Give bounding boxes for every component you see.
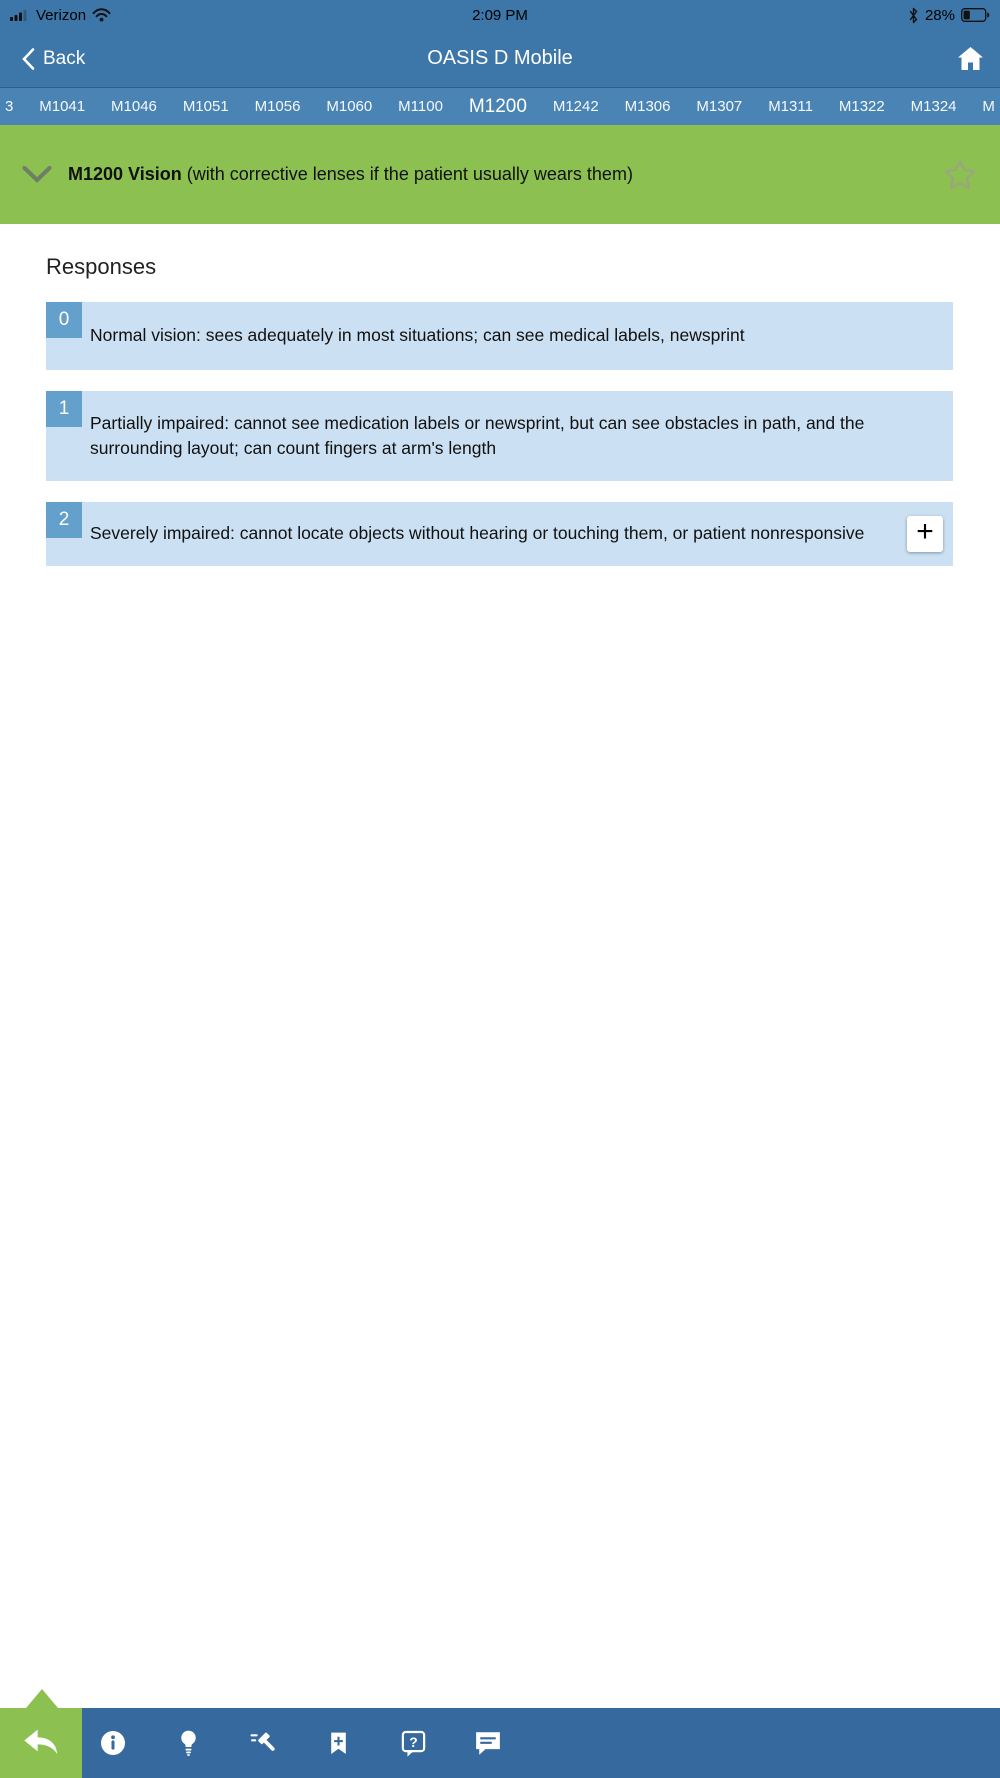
response-option-2[interactable]: [46, 502, 953, 566]
collapse-button[interactable]: [22, 166, 52, 183]
help-button[interactable]: [398, 1725, 428, 1761]
nav-bar: [0, 30, 1000, 87]
svg-text:?: ?: [408, 1733, 418, 1750]
toolbar-notch: [26, 1689, 58, 1708]
tab-m1324[interactable]: M1324: [910, 98, 957, 115]
signal-icon: [10, 9, 30, 21]
clock: 2:09 PM: [472, 6, 528, 24]
tab-m1307[interactable]: M1307: [696, 98, 743, 115]
tab-m1100[interactable]: M1100: [398, 98, 443, 115]
response-value-badge: 0: [46, 302, 82, 338]
tab-m1060[interactable]: M1060: [326, 98, 373, 115]
page-title: OASIS D Mobile: [427, 47, 573, 69]
tab-m1306[interactable]: M1306: [624, 98, 671, 115]
toolbar-icons: [98, 1725, 503, 1761]
help-icon: [399, 1728, 428, 1759]
bookmark-add-icon: [326, 1728, 351, 1758]
tab-m1056[interactable]: M1056: [254, 98, 301, 115]
carrier-label: Verizon: [36, 6, 87, 24]
regulations-button[interactable]: [248, 1725, 278, 1761]
gavel-icon: [248, 1728, 278, 1759]
back-chevron-icon: [22, 48, 35, 70]
status-left-cluster: [10, 7, 111, 24]
response-value-badge: 1: [46, 391, 82, 427]
chat-button[interactable]: [473, 1725, 503, 1761]
wifi-icon: [92, 8, 111, 22]
response-value-badge: 2: [46, 502, 82, 538]
collapse-chevron-icon: [22, 166, 52, 183]
status-bar: [0, 0, 1000, 30]
tab-cut-right[interactable]: M: [982, 98, 995, 115]
tips-button[interactable]: [173, 1725, 203, 1761]
bookmark-button[interactable]: [323, 1725, 353, 1761]
favorite-star-icon: [942, 157, 978, 193]
tab-strip: [0, 87, 1000, 125]
tab-m1041[interactable]: M1041: [39, 98, 86, 115]
battery-percent: 28%: [924, 6, 955, 24]
question-code: M1200 Vision: [68, 163, 182, 184]
tab-m1046[interactable]: M1046: [111, 98, 157, 115]
responses-heading: Responses: [46, 254, 157, 279]
bluetooth-icon: [908, 7, 919, 24]
tab-m1200[interactable]: M1200: [468, 95, 527, 117]
tab-m1242[interactable]: M1242: [552, 98, 599, 115]
chat-icon: [473, 1729, 503, 1758]
add-plus-icon: +: [916, 515, 934, 548]
tab-cut-left[interactable]: 3: [5, 98, 14, 115]
undo-button[interactable]: [0, 1708, 82, 1778]
question-subtitle: (with corrective lenses if the patient usually wears them): [186, 163, 633, 184]
response-text: Normal vision: sees adequately in most situations; can see medical labels, newsprint: [90, 325, 745, 346]
info-button[interactable]: [98, 1725, 128, 1761]
tab-m1051[interactable]: M1051: [182, 98, 229, 115]
bottom-toolbar: [0, 1708, 1000, 1778]
response-option-0[interactable]: [46, 302, 953, 370]
response-option-1[interactable]: [46, 391, 953, 481]
response-text: Severely impaired: cannot locate objects without hearing or touching them, or patient nonresponsive: [90, 523, 865, 544]
question-title: [68, 163, 926, 186]
home-button[interactable]: [957, 46, 984, 71]
responses-section: [0, 254, 1000, 566]
response-text: Partially impaired: cannot see medication labels or newsprint, but can see obstacles in path, and the surrounding layout; can count fingers at arm's length: [90, 412, 865, 458]
add-response-button[interactable]: [907, 516, 943, 552]
undo-arrow-icon: [21, 1723, 61, 1763]
back-button[interactable]: [16, 47, 91, 71]
info-icon: [98, 1728, 128, 1758]
tab-m1311[interactable]: M1311: [768, 98, 813, 115]
home-icon: [957, 46, 984, 71]
tab-m1322[interactable]: M1322: [838, 98, 885, 115]
lightbulb-icon: [175, 1728, 202, 1758]
back-label: Back: [43, 47, 86, 69]
question-header: [0, 125, 1000, 224]
battery-icon: [961, 8, 990, 22]
status-right-cluster: [908, 7, 990, 24]
favorite-button[interactable]: [942, 157, 978, 193]
